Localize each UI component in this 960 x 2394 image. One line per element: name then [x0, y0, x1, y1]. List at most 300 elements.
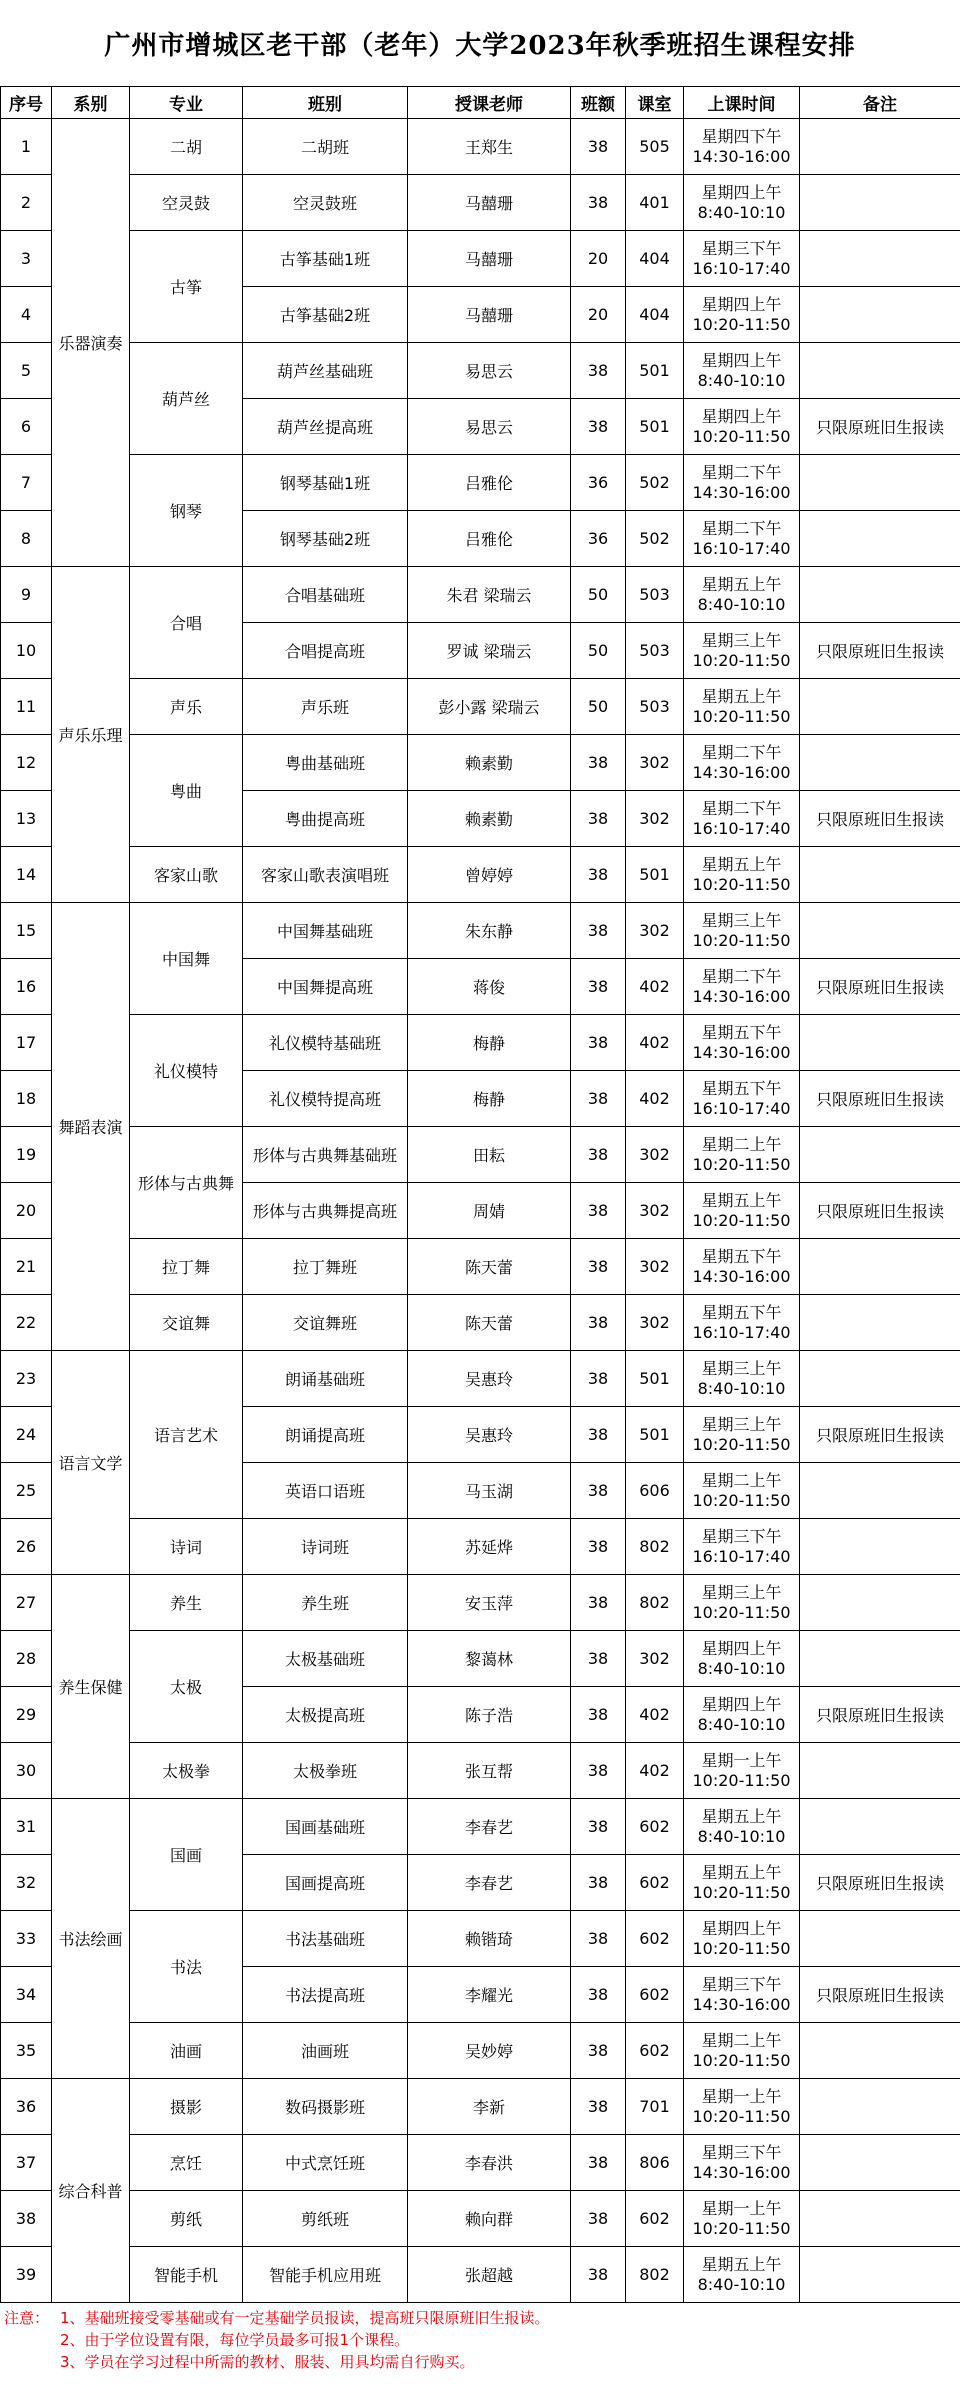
table-row	[1, 2191, 960, 2247]
cell-teacher: 陈天蕾	[408, 1239, 571, 1295]
cell-size: 38	[571, 1799, 626, 1855]
time-day: 星期一上午	[701, 2086, 782, 2106]
cell-major: 诗词	[130, 1519, 243, 1575]
cell-no: 7	[1, 455, 52, 511]
cell-major: 交谊舞	[130, 1295, 243, 1351]
cell-time	[684, 1743, 800, 1799]
cell-note	[800, 2023, 960, 2079]
cell-size: 38	[571, 1687, 626, 1743]
time-day: 星期三下午	[701, 2142, 782, 2162]
header-size: 班额	[571, 87, 626, 119]
cell-no: 34	[1, 1967, 52, 2023]
table-row	[1, 343, 960, 399]
cell-room: 503	[626, 679, 684, 735]
page-title: 广州市增城区老干部（老年）大学2023年秋季班招生课程安排	[104, 30, 856, 61]
cell-teacher: 朱君 梁瑞云	[408, 567, 571, 623]
time-day: 星期二下午	[701, 742, 782, 762]
cell-time	[684, 1519, 800, 1575]
cell-class: 形体与古典舞提高班	[243, 1183, 408, 1239]
cell-size: 38	[571, 1015, 626, 1071]
time-day: 星期五下午	[701, 1078, 782, 1098]
cell-major: 礼仪模特	[130, 1015, 243, 1127]
time-day: 星期三上午	[701, 1358, 782, 1378]
cell-class: 葫芦丝提高班	[243, 399, 408, 455]
cell-time	[684, 231, 800, 287]
note-line	[4, 2329, 954, 2351]
cell-class: 钢琴基础2班	[243, 511, 408, 567]
cell-major: 油画	[130, 2023, 243, 2079]
time-range: 10:20-11:50	[692, 650, 791, 670]
cell-room: 302	[626, 903, 684, 959]
cell-no: 36	[1, 2079, 52, 2135]
cell-teacher: 陈子浩	[408, 1687, 571, 1743]
cell-major: 客家山歌	[130, 847, 243, 903]
cell-no: 24	[1, 1407, 52, 1463]
cell-no: 19	[1, 1127, 52, 1183]
cell-note	[800, 847, 960, 903]
cell-time	[684, 679, 800, 735]
cell-class: 英语口语班	[243, 1463, 408, 1519]
time-range: 10:20-11:50	[692, 930, 791, 950]
time-range: 10:20-11:50	[692, 1882, 791, 1902]
cell-note	[800, 1463, 960, 1519]
cell-room: 501	[626, 343, 684, 399]
time-day: 星期五上午	[701, 1806, 782, 1826]
cell-time	[684, 1631, 800, 1687]
cell-major: 粤曲	[130, 735, 243, 847]
cell-major: 中国舞	[130, 903, 243, 1015]
cell-time	[684, 1967, 800, 2023]
cell-note	[800, 1519, 960, 1575]
cell-note	[800, 1015, 960, 1071]
cell-size: 38	[571, 1407, 626, 1463]
cell-major: 钢琴	[130, 455, 243, 567]
cell-size: 38	[571, 1519, 626, 1575]
cell-room: 501	[626, 1407, 684, 1463]
cell-no: 12	[1, 735, 52, 791]
cell-time	[684, 1015, 800, 1071]
time-range: 14:30-16:00	[692, 1266, 791, 1286]
cell-note	[800, 1911, 960, 1967]
note-line	[4, 2351, 954, 2373]
cell-time	[684, 2135, 800, 2191]
cell-teacher: 周婧	[408, 1183, 571, 1239]
cell-note	[800, 735, 960, 791]
cell-size: 38	[571, 175, 626, 231]
cell-major: 语言艺术	[130, 1351, 243, 1519]
cell-room: 501	[626, 1351, 684, 1407]
cell-class: 合唱提高班	[243, 623, 408, 679]
time-range: 16:10-17:40	[692, 538, 791, 558]
cell-room: 602	[626, 2023, 684, 2079]
time-day: 星期四上午	[701, 350, 782, 370]
cell-teacher: 吴妙婷	[408, 2023, 571, 2079]
time-range: 8:40-10:10	[697, 1658, 786, 1678]
time-range: 14:30-16:00	[692, 762, 791, 782]
cell-class: 拉丁舞班	[243, 1239, 408, 1295]
cell-class: 国画提高班	[243, 1855, 408, 1911]
cell-time	[684, 623, 800, 679]
cell-no: 21	[1, 1239, 52, 1295]
cell-dept: 综合科普	[52, 2079, 130, 2303]
cell-no: 29	[1, 1687, 52, 1743]
cell-teacher: 马囍珊	[408, 231, 571, 287]
cell-teacher: 彭小露 梁瑞云	[408, 679, 571, 735]
cell-size: 38	[571, 1183, 626, 1239]
cell-room: 302	[626, 735, 684, 791]
cell-teacher: 赖锴琦	[408, 1911, 571, 1967]
cell-room: 404	[626, 287, 684, 343]
header-time: 上课时间	[684, 87, 800, 119]
cell-size: 38	[571, 119, 626, 175]
cell-size: 38	[571, 1127, 626, 1183]
cell-time	[684, 2079, 800, 2135]
cell-size: 38	[571, 903, 626, 959]
cell-size: 20	[571, 287, 626, 343]
cell-major: 葫芦丝	[130, 343, 243, 455]
cell-room: 402	[626, 1687, 684, 1743]
notes-label: 注意：	[4, 2309, 50, 2327]
table-row	[1, 1295, 960, 1351]
cell-no: 16	[1, 959, 52, 1015]
cell-no: 8	[1, 511, 52, 567]
cell-teacher: 梅静	[408, 1015, 571, 1071]
cell-time	[684, 1463, 800, 1519]
cell-teacher: 朱东静	[408, 903, 571, 959]
cell-teacher: 李春艺	[408, 1855, 571, 1911]
time-day: 星期五上午	[701, 574, 782, 594]
cell-size: 38	[571, 847, 626, 903]
cell-class: 古筝基础1班	[243, 231, 408, 287]
time-day: 星期一上午	[701, 1750, 782, 1770]
time-day: 星期三下午	[701, 238, 782, 258]
cell-class: 葫芦丝基础班	[243, 343, 408, 399]
time-day: 星期四上午	[701, 1918, 782, 1938]
table-row	[1, 2023, 960, 2079]
time-day: 星期三上午	[701, 1582, 782, 1602]
cell-class: 数码摄影班	[243, 2079, 408, 2135]
time-range: 8:40-10:10	[697, 594, 786, 614]
cell-class: 粤曲基础班	[243, 735, 408, 791]
cell-room: 602	[626, 1855, 684, 1911]
note-text: 2、由于学位设置有限，每位学员最多可报1个课程。	[60, 2331, 410, 2349]
time-day: 星期四下午	[701, 126, 782, 146]
time-day: 星期三下午	[701, 1526, 782, 1546]
cell-teacher: 李新	[408, 2079, 571, 2135]
time-range: 10:20-11:50	[692, 874, 791, 894]
header-teacher: 授课老师	[408, 87, 571, 119]
time-day: 星期二下午	[701, 798, 782, 818]
cell-teacher: 马囍珊	[408, 287, 571, 343]
cell-room: 502	[626, 511, 684, 567]
cell-room: 806	[626, 2135, 684, 2191]
table-row	[1, 1351, 960, 1407]
cell-dept: 乐器演奏	[52, 119, 130, 567]
cell-room: 502	[626, 455, 684, 511]
table-row	[1, 567, 960, 623]
time-range: 8:40-10:10	[697, 370, 786, 390]
cell-time	[684, 567, 800, 623]
time-day: 星期二上午	[701, 1470, 782, 1490]
cell-time	[684, 1911, 800, 1967]
cell-note: 只限原班旧生报读	[800, 1687, 960, 1743]
cell-dept: 书法绘画	[52, 1799, 130, 2079]
time-range: 14:30-16:00	[692, 1042, 791, 1062]
cell-class: 声乐班	[243, 679, 408, 735]
cell-time	[684, 1799, 800, 1855]
cell-teacher: 田耘	[408, 1127, 571, 1183]
cell-class: 书法提高班	[243, 1967, 408, 2023]
cell-teacher: 蒋俊	[408, 959, 571, 1015]
cell-note	[800, 343, 960, 399]
cell-no: 38	[1, 2191, 52, 2247]
cell-class: 中国舞基础班	[243, 903, 408, 959]
cell-time	[684, 791, 800, 847]
cell-class: 中国舞提高班	[243, 959, 408, 1015]
cell-no: 3	[1, 231, 52, 287]
cell-note: 只限原班旧生报读	[800, 1183, 960, 1239]
time-range: 14:30-16:00	[692, 482, 791, 502]
cell-size: 38	[571, 2247, 626, 2303]
cell-time	[684, 1183, 800, 1239]
cell-room: 401	[626, 175, 684, 231]
cell-no: 37	[1, 2135, 52, 2191]
cell-class: 太极基础班	[243, 1631, 408, 1687]
cell-no: 17	[1, 1015, 52, 1071]
cell-note	[800, 2247, 960, 2303]
cell-note: 只限原班旧生报读	[800, 1071, 960, 1127]
cell-room: 802	[626, 1519, 684, 1575]
cell-time	[684, 1687, 800, 1743]
cell-major: 二胡	[130, 119, 243, 175]
table-row	[1, 1575, 960, 1631]
cell-note: 只限原班旧生报读	[800, 959, 960, 1015]
cell-note: 只限原班旧生报读	[800, 623, 960, 679]
cell-no: 30	[1, 1743, 52, 1799]
header-row	[1, 87, 960, 119]
cell-note	[800, 455, 960, 511]
cell-time	[684, 1855, 800, 1911]
cell-no: 13	[1, 791, 52, 847]
cell-no: 11	[1, 679, 52, 735]
time-day: 星期五上午	[701, 1862, 782, 1882]
time-day: 星期五上午	[701, 854, 782, 874]
cell-time	[684, 959, 800, 1015]
cell-note	[800, 2135, 960, 2191]
cell-size: 38	[571, 1967, 626, 2023]
time-range: 10:20-11:50	[692, 2050, 791, 2070]
cell-size: 38	[571, 735, 626, 791]
time-range: 10:20-11:50	[692, 2218, 791, 2238]
cell-class: 礼仪模特基础班	[243, 1015, 408, 1071]
time-day: 星期一上午	[701, 2198, 782, 2218]
cell-time	[684, 1295, 800, 1351]
cell-room: 602	[626, 1967, 684, 2023]
cell-size: 38	[571, 2135, 626, 2191]
cell-no: 6	[1, 399, 52, 455]
time-range: 16:10-17:40	[692, 1098, 791, 1118]
cell-time	[684, 1239, 800, 1295]
cell-dept: 语言文学	[52, 1351, 130, 1575]
table-row	[1, 903, 960, 959]
cell-major: 烹饪	[130, 2135, 243, 2191]
table-row	[1, 679, 960, 735]
time-range: 14:30-16:00	[692, 146, 791, 166]
cell-size: 38	[571, 2023, 626, 2079]
cell-time	[684, 2191, 800, 2247]
cell-size: 38	[571, 1071, 626, 1127]
header-class: 班别	[243, 87, 408, 119]
time-day: 星期四上午	[701, 294, 782, 314]
cell-class: 钢琴基础1班	[243, 455, 408, 511]
table-row	[1, 735, 960, 791]
cell-note	[800, 567, 960, 623]
cell-no: 32	[1, 1855, 52, 1911]
cell-room: 402	[626, 1743, 684, 1799]
cell-no: 1	[1, 119, 52, 175]
cell-no: 33	[1, 1911, 52, 1967]
time-range: 8:40-10:10	[697, 2274, 786, 2294]
cell-no: 25	[1, 1463, 52, 1519]
cell-class: 中式烹饪班	[243, 2135, 408, 2191]
cell-no: 5	[1, 343, 52, 399]
time-range: 10:20-11:50	[692, 1490, 791, 1510]
cell-major: 太极	[130, 1631, 243, 1743]
cell-note	[800, 511, 960, 567]
time-day: 星期四上午	[701, 182, 782, 202]
cell-teacher: 马囍珊	[408, 175, 571, 231]
table-row	[1, 2079, 960, 2135]
cell-note	[800, 1575, 960, 1631]
table-row	[1, 175, 960, 231]
cell-teacher: 吴惠玲	[408, 1407, 571, 1463]
cell-class: 太极拳班	[243, 1743, 408, 1799]
time-range: 10:20-11:50	[692, 1210, 791, 1230]
cell-note: 只限原班旧生报读	[800, 1407, 960, 1463]
time-day: 星期五上午	[701, 686, 782, 706]
time-range: 10:20-11:50	[692, 1434, 791, 1454]
time-range: 10:20-11:50	[692, 314, 791, 334]
time-day: 星期三上午	[701, 1414, 782, 1434]
cell-room: 501	[626, 399, 684, 455]
header-room: 课室	[626, 87, 684, 119]
cell-time	[684, 455, 800, 511]
cell-class: 粤曲提高班	[243, 791, 408, 847]
cell-major: 拉丁舞	[130, 1239, 243, 1295]
cell-time	[684, 847, 800, 903]
time-range: 14:30-16:00	[692, 1994, 791, 2014]
time-day: 星期二上午	[701, 2030, 782, 2050]
cell-class: 空灵鼓班	[243, 175, 408, 231]
cell-size: 38	[571, 1743, 626, 1799]
cell-note	[800, 1127, 960, 1183]
table-row	[1, 119, 960, 175]
cell-major: 智能手机	[130, 2247, 243, 2303]
cell-room: 402	[626, 959, 684, 1015]
time-range: 16:10-17:40	[692, 1546, 791, 1566]
cell-no: 20	[1, 1183, 52, 1239]
cell-time	[684, 119, 800, 175]
time-range: 14:30-16:00	[692, 2162, 791, 2182]
cell-class: 礼仪模特提高班	[243, 1071, 408, 1127]
cell-room: 402	[626, 1015, 684, 1071]
cell-teacher: 李春艺	[408, 1799, 571, 1855]
header-dept: 系别	[52, 87, 130, 119]
cell-class: 朗诵基础班	[243, 1351, 408, 1407]
cell-class: 智能手机应用班	[243, 2247, 408, 2303]
time-range: 10:20-11:50	[692, 706, 791, 726]
cell-class: 剪纸班	[243, 2191, 408, 2247]
cell-time	[684, 2023, 800, 2079]
cell-teacher: 安玉萍	[408, 1575, 571, 1631]
cell-size: 38	[571, 1631, 626, 1687]
time-day: 星期三下午	[701, 1974, 782, 1994]
cell-room: 402	[626, 1071, 684, 1127]
cell-no: 26	[1, 1519, 52, 1575]
time-day: 星期三上午	[701, 910, 782, 930]
cell-no: 23	[1, 1351, 52, 1407]
cell-note	[800, 1743, 960, 1799]
cell-time	[684, 903, 800, 959]
cell-teacher: 赖素勤	[408, 735, 571, 791]
cell-no: 14	[1, 847, 52, 903]
cell-note	[800, 1799, 960, 1855]
cell-class: 朗诵提高班	[243, 1407, 408, 1463]
cell-room: 503	[626, 623, 684, 679]
cell-major: 形体与古典舞	[130, 1127, 243, 1239]
header-major: 专业	[130, 87, 243, 119]
cell-note	[800, 2191, 960, 2247]
time-range: 8:40-10:10	[697, 1826, 786, 1846]
cell-teacher: 马玉湖	[408, 1463, 571, 1519]
table-row	[1, 847, 960, 903]
time-range: 10:20-11:50	[692, 1938, 791, 1958]
cell-size: 38	[571, 343, 626, 399]
cell-major: 摄影	[130, 2079, 243, 2135]
cell-major: 国画	[130, 1799, 243, 1911]
cell-dept: 养生保健	[52, 1575, 130, 1799]
time-day: 星期二下午	[701, 462, 782, 482]
cell-size: 38	[571, 1351, 626, 1407]
table-row	[1, 2135, 960, 2191]
cell-no: 9	[1, 567, 52, 623]
table-row	[1, 2247, 960, 2303]
cell-time	[684, 1575, 800, 1631]
cell-no: 4	[1, 287, 52, 343]
cell-note	[800, 1351, 960, 1407]
time-day: 星期二上午	[701, 1134, 782, 1154]
cell-class: 诗词班	[243, 1519, 408, 1575]
cell-room: 802	[626, 2247, 684, 2303]
cell-note	[800, 175, 960, 231]
cell-teacher: 梅静	[408, 1071, 571, 1127]
cell-note: 只限原班旧生报读	[800, 1855, 960, 1911]
cell-size: 50	[571, 567, 626, 623]
time-range: 16:10-17:40	[692, 1322, 791, 1342]
cell-time	[684, 735, 800, 791]
table-row	[1, 1911, 960, 1967]
time-day: 星期五上午	[701, 2254, 782, 2274]
time-range: 8:40-10:10	[697, 202, 786, 222]
cell-room: 302	[626, 1183, 684, 1239]
cell-teacher: 李耀光	[408, 1967, 571, 2023]
cell-class: 交谊舞班	[243, 1295, 408, 1351]
cell-size: 38	[571, 959, 626, 1015]
cell-no: 10	[1, 623, 52, 679]
cell-room: 302	[626, 1631, 684, 1687]
cell-size: 38	[571, 399, 626, 455]
table-row	[1, 1519, 960, 1575]
